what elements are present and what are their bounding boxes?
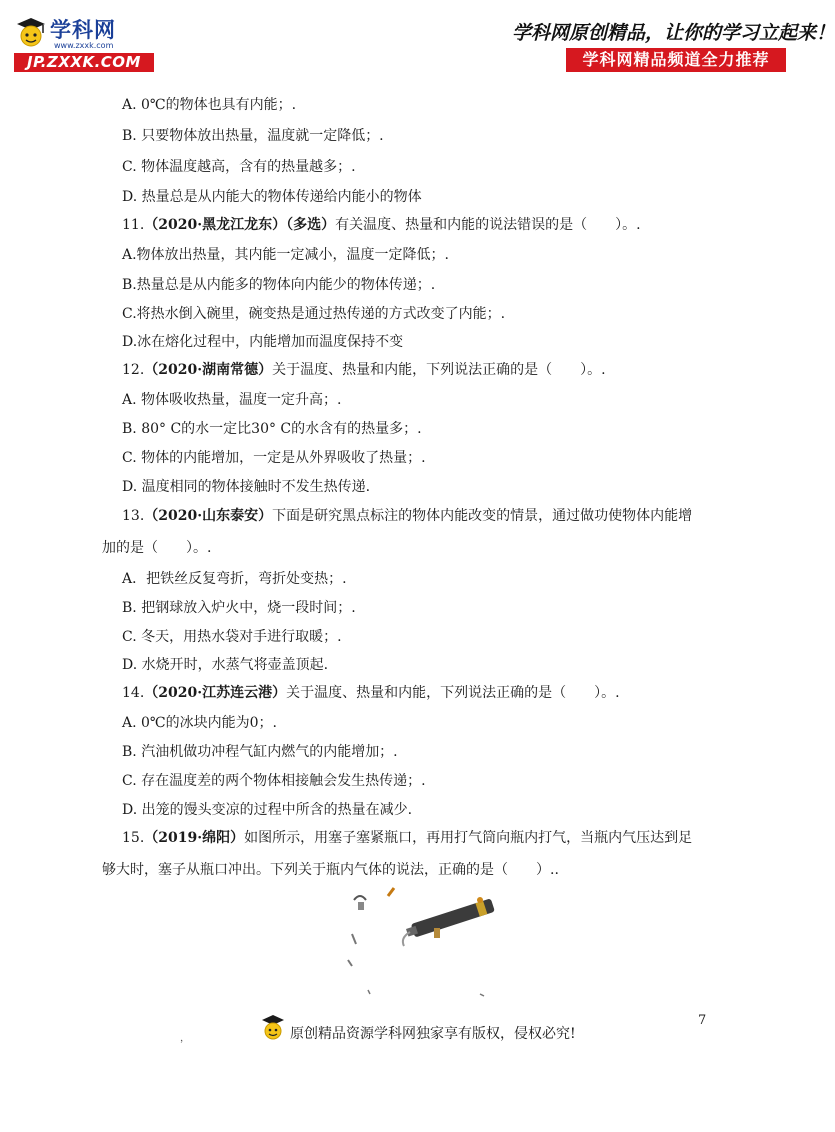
line-11 xyxy=(122,391,341,409)
line-text: 够大时，塞子从瓶口冲出。下列关于瓶内气体的说法，正确的是（ ）.. xyxy=(102,862,559,878)
line-text: D. 热量总是从内能大的物体传递给内能小的物体 xyxy=(122,189,422,205)
line-text: C. 物体温度越高，含有的热量越多；. xyxy=(122,159,356,175)
question-stem: 关于温度、热量和内能，下列说法正确的是（ ）。. xyxy=(286,685,620,701)
question-number: 12. xyxy=(122,362,145,378)
line-text: B. 把钢球放入炉火中，烧一段时间；. xyxy=(122,600,356,616)
page-number: 7 xyxy=(698,1013,707,1028)
line-text: A. 0℃的冰块内能为0；. xyxy=(122,715,277,731)
line-text: 加的是（ ）。. xyxy=(102,540,212,556)
line-text: D. 出笼的馒头变凉的过程中所含的热量在减少. xyxy=(122,802,413,818)
header-slogan: 学科网原创精品，让你的学习立起来！ xyxy=(512,22,835,44)
line-text: C. 冬天，用热水袋对手进行取暖；. xyxy=(122,629,342,645)
line-2 xyxy=(122,127,384,145)
line-3 xyxy=(122,158,356,176)
line-27 xyxy=(102,861,559,879)
logo-chinese-name: 学科网 xyxy=(50,18,116,42)
question-13 xyxy=(122,507,692,525)
question-stem: 如图所示，用塞子塞紧瓶口，再用打气筒向瓶内打气，当瓶内气压达到足 xyxy=(244,830,693,846)
line-text: C. 存在温度差的两个物体相接触会发生热传递；. xyxy=(122,773,426,789)
line-text: A. 物体吸收热量，温度一定升高；. xyxy=(122,392,342,408)
question-source: （2020·江苏连云港） xyxy=(144,685,287,701)
line-22 xyxy=(122,714,277,732)
question-stem: 有关温度、热量和内能的说法错误的是（ ）。. xyxy=(335,217,641,233)
line-text: B.热量总是从内能多的物体向内能少的物体传递；. xyxy=(122,277,436,293)
question-15 xyxy=(122,829,692,847)
line-25 xyxy=(122,801,412,819)
line-23 xyxy=(122,743,398,761)
line-7 xyxy=(122,276,435,294)
logo-small-url: www.zxxk.com xyxy=(54,41,114,50)
line-text: D. 温度相同的物体接触时不发生热传递. xyxy=(122,479,371,495)
zxxk-logo[interactable] xyxy=(14,14,164,76)
line-17 xyxy=(122,570,347,588)
line-4 xyxy=(122,188,422,206)
bottle-pump-figure xyxy=(340,882,500,1002)
line-16 xyxy=(102,539,211,557)
line-text: A.物体放出热量，其内能一定减小，温度一定降低；. xyxy=(122,247,450,263)
line-text: C.将热水倒入碗里，碗变热是通过热传递的方式改变了内能；. xyxy=(122,306,506,322)
line-8 xyxy=(122,305,505,323)
line-18 xyxy=(122,599,356,617)
line-1 xyxy=(122,96,296,114)
question-stem: 关于温度、热量和内能，下列说法正确的是（ ）。. xyxy=(272,362,606,378)
question-11 xyxy=(122,216,641,234)
line-text: A．把铁丝反复弯折，弯折处变热；. xyxy=(122,571,347,587)
copyright-notice: 原创精品资源学科网独家享有版权，侵权必究! xyxy=(290,1026,576,1042)
line-9 xyxy=(122,333,403,351)
page-header xyxy=(0,0,835,80)
page-footer xyxy=(258,1012,618,1052)
line-text: C. 物体的内能增加，一定是从外界吸收了热量；. xyxy=(122,450,426,466)
line-13 xyxy=(122,449,426,467)
line-text: A. 0℃的物体也具有内能；. xyxy=(122,97,297,113)
logo-url-bar: JP.ZXXK.COM xyxy=(14,53,154,72)
line-6 xyxy=(122,246,449,264)
line-20 xyxy=(122,656,328,674)
line-24 xyxy=(122,772,426,790)
line-19 xyxy=(122,628,342,646)
question-source: （2020·黑龙江龙东）（多选） xyxy=(144,217,336,233)
line-text: D. 水烧开时，水蒸气将壶盖顶起. xyxy=(122,657,329,673)
footer-mark: ， xyxy=(180,1033,190,1044)
line-text: B. 只要物体放出热量，温度就一定降低；. xyxy=(122,128,384,144)
line-12 xyxy=(122,420,422,438)
line-text: B. 80° C的水一定比30° C的水含有的热量多；. xyxy=(122,421,422,437)
question-number: 14. xyxy=(122,685,145,701)
line-text: B. 汽油机做功冲程气缸内燃气的内能增加；. xyxy=(122,744,398,760)
question-14 xyxy=(122,684,620,702)
mascot-icon xyxy=(14,16,48,52)
question-12 xyxy=(122,361,606,379)
mascot-icon xyxy=(260,1014,286,1044)
question-number: 13. xyxy=(122,508,145,524)
question-stem: 下面是研究黑点标注的物体内能改变的情景，通过做功使物体内能增 xyxy=(272,508,693,524)
line-text: D.冰在熔化过程中，内能增加而温度保持不变 xyxy=(122,334,404,350)
question-source: （2019·绵阳） xyxy=(144,830,245,846)
question-number: 11. xyxy=(122,217,145,233)
recommend-banner: 学科网精品频道全力推荐 xyxy=(566,48,786,72)
question-source: （2020·湖南常德） xyxy=(144,362,273,378)
question-number: 15. xyxy=(122,830,145,846)
question-source: （2020·山东泰安） xyxy=(144,508,273,524)
line-14 xyxy=(122,478,370,496)
